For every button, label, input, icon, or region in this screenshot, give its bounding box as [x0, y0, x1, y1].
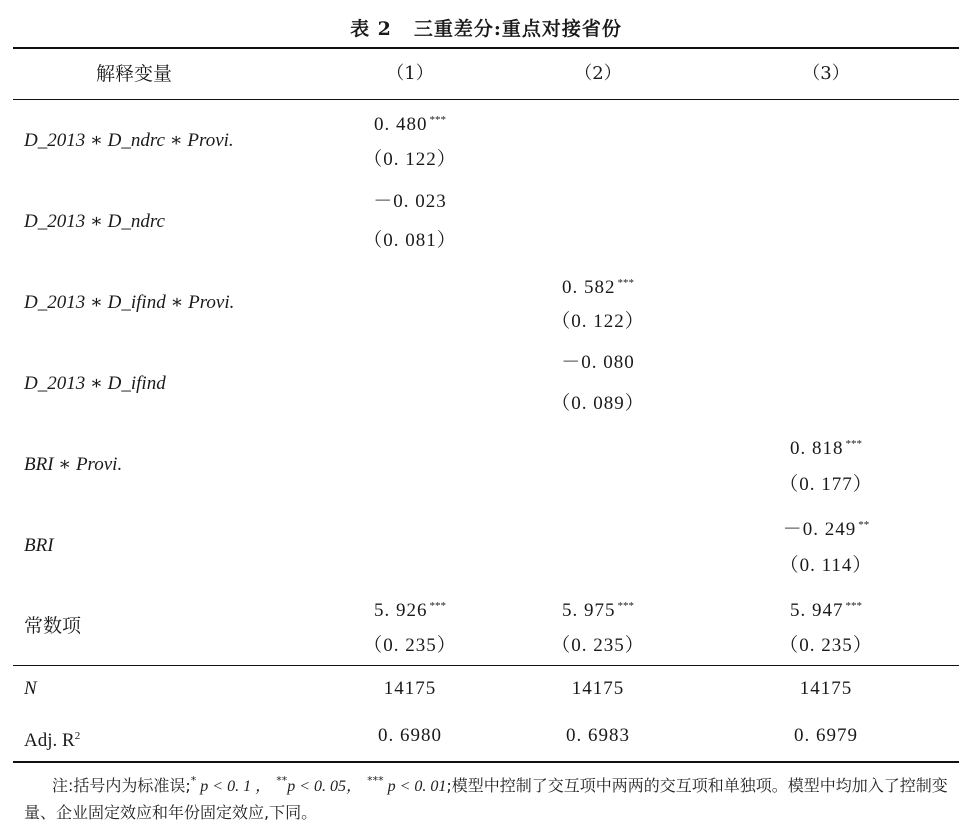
coef-value: 0. 582 [562, 277, 616, 298]
top-rule [13, 47, 959, 49]
stat-n-col2: 14175 [571, 678, 625, 699]
significance-stars: ** [858, 519, 870, 531]
note-p2: p < 0. 05， [287, 778, 363, 795]
row-label: D_2013 ∗ D_ifind ∗ Provi. [24, 292, 235, 313]
stat-n-col1: 14175 [383, 678, 437, 699]
note-star-1: * [190, 774, 197, 787]
bottom-rule [13, 761, 959, 763]
note-p1: p < 0. 1 ， [196, 778, 272, 795]
coef-cell [330, 594, 490, 623]
row-label: BRI ∗ Provi. [24, 454, 123, 475]
header-col3: （3） [802, 63, 850, 84]
header-col2: （2） [574, 63, 622, 84]
significance-stars: *** [617, 600, 634, 612]
se-cell: （0. 235） [363, 635, 457, 656]
note-p3: p < 0. 01 [383, 778, 447, 795]
row-label: 常数项 [24, 615, 82, 637]
superscript-2: 2 [74, 730, 81, 742]
row-label: D_2013 ∗ D_ndrc ∗ Provi. [24, 130, 234, 151]
row-label: BRI [24, 535, 54, 556]
coef-cell [330, 108, 490, 137]
coef-value: －0. 249 [782, 519, 857, 540]
stat-n-col3: 14175 [799, 678, 853, 699]
stat-label-n: N [24, 678, 37, 699]
se-cell: （0. 122） [551, 311, 645, 332]
significance-stars: *** [429, 114, 446, 126]
stat-adj-col3: 0. 6979 [794, 725, 858, 746]
note-star-3: *** [367, 774, 384, 787]
table-number: 表 2 [350, 18, 392, 40]
stat-adj-col1: 0. 6980 [378, 725, 442, 746]
coef-value: 0. 480 [374, 114, 428, 135]
se-cell: （0. 122） [363, 149, 457, 170]
table-caption [0, 14, 972, 41]
coef-value: 5. 975 [562, 600, 616, 621]
significance-stars: *** [429, 600, 446, 612]
stat-adj-col2: 0. 6983 [566, 725, 630, 746]
se-cell: （0. 114） [779, 555, 873, 576]
se-cell: （0. 089） [551, 393, 645, 414]
header-variable: 解释变量 [95, 63, 172, 85]
coef-cell [518, 351, 678, 375]
se-cell: （0. 235） [551, 635, 645, 656]
header-rule [13, 99, 959, 100]
note-prefix: 注:括号内为标准误; [52, 776, 191, 795]
stat-label-adj-r2 [24, 724, 80, 753]
significance-stars: *** [845, 438, 862, 450]
coef-value: 5. 926 [374, 600, 428, 621]
coef-cell [746, 513, 906, 542]
table-note [24, 768, 960, 826]
stats-rule [13, 665, 959, 666]
table-title: 三重差分:重点对接省份 [413, 18, 622, 40]
row-label: D_2013 ∗ D_ndrc [24, 211, 165, 232]
note-star-2: ** [276, 774, 288, 787]
coef-value: 5. 947 [790, 600, 844, 621]
significance-stars: *** [845, 600, 862, 612]
coef-cell [518, 594, 678, 623]
se-cell: （0. 235） [779, 635, 873, 656]
coef-value: －0. 080 [561, 352, 635, 373]
coef-cell [518, 271, 678, 300]
coef-cell [746, 594, 906, 623]
row-label: D_2013 ∗ D_ifind [24, 373, 166, 394]
coef-cell [330, 190, 490, 214]
coef-value: －0. 023 [373, 191, 447, 212]
header-col1: （1） [386, 63, 434, 84]
se-cell: （0. 081） [363, 230, 457, 251]
coef-value: 0. 818 [790, 438, 844, 459]
se-cell: （0. 177） [779, 474, 873, 495]
note-suffix: ;模型中控制了交互项中两两的交互项和单独项。模型中均加入了控制变量、企业固定效应和年份固定效应,下同。 [24, 776, 948, 822]
significance-stars: *** [617, 277, 634, 289]
adj-r-text: Adj. R [24, 730, 75, 751]
coef-cell [746, 432, 906, 461]
